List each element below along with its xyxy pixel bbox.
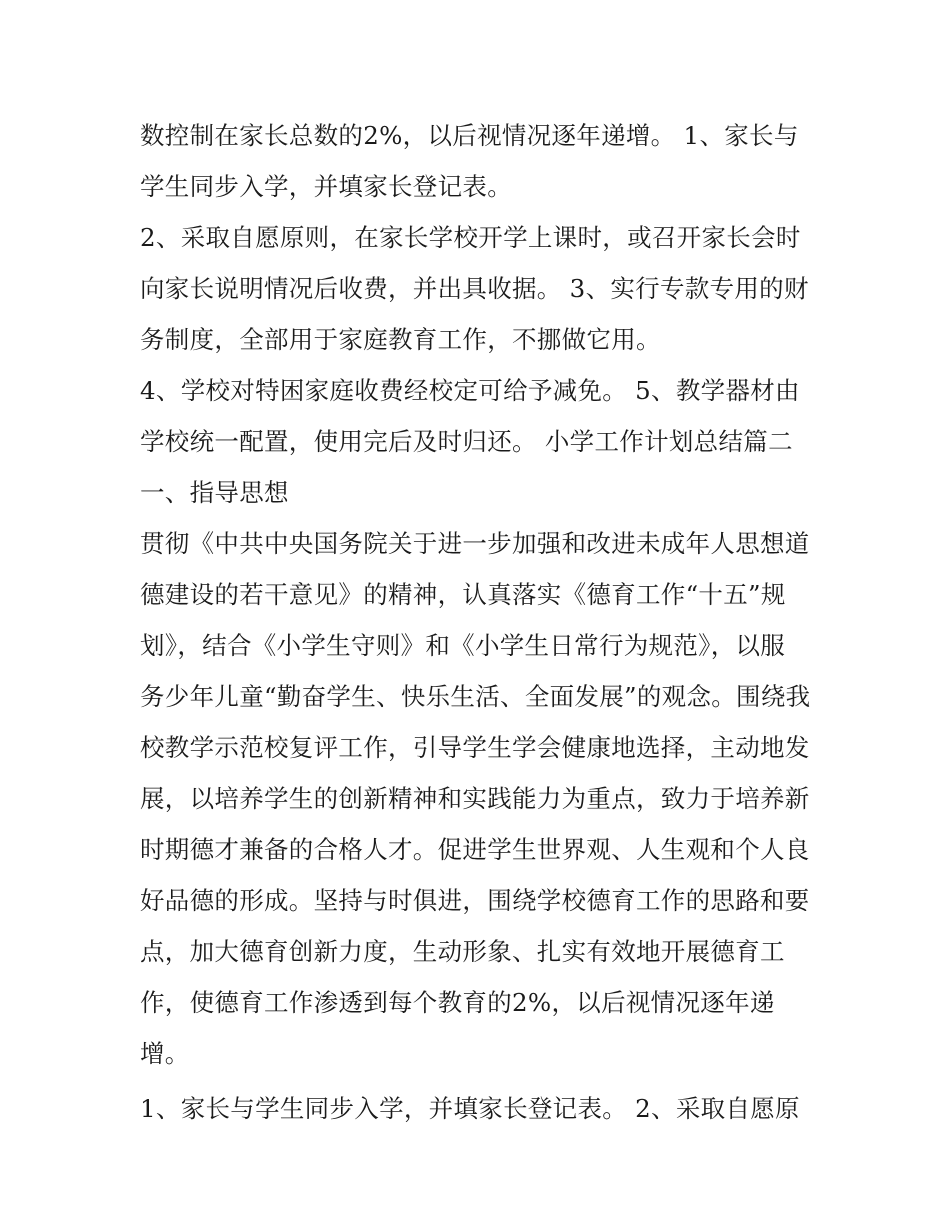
text-line: 校教学示范校复评工作，引导学生学会健康地选择，主动地发 [140, 733, 810, 762]
text-line: 点，加大德育创新力度，生动形象、扎实有效地开展德育工 [140, 937, 785, 966]
text-line: 2、采取自愿原则，在家长学校开学上课时，或召开家长会时 [140, 223, 801, 252]
section-heading: 一、指导思想 [140, 478, 289, 507]
text-line: 4、学校对特困家庭收费经校定可给予减免。 5、教学器材由 [140, 376, 800, 405]
text-line: 务制度，全部用于家庭教育工作，不挪做它用。 [140, 325, 661, 354]
text-line: 时期德才兼备的合格人才。促进学生世界观、人生观和个人良 [140, 835, 810, 864]
text-line: 德建设的若干意见》的精神，认真落实《德育工作“十五”规 [140, 580, 786, 609]
text-line: 数控制在家长总数的2%，以后视情况逐年递增。 1、家长与 [140, 121, 799, 150]
document-body [140, 110, 820, 1134]
text-line: 作，使德育工作渗透到每个教育的2%，以后视情况逐年递 [140, 988, 775, 1017]
text-line: 向家长说明情况后收费，并出具收据。 3、实行专款专用的财 [140, 274, 809, 303]
text-line: 好品德的形成。坚持与时俱进，围绕学校德育工作的思路和要 [140, 886, 810, 915]
text-line: 贯彻《中共中央国务院关于进一步加强和改进未成年人思想道 [140, 529, 810, 558]
text-line: 务少年儿童“勤奋学生、快乐生活、全面发展”的观念。围绕我 [140, 682, 811, 711]
text-line: 学校统一配置，使用完后及时归还。 小学工作计划总结篇二 [140, 427, 793, 456]
text-line: 增。 [140, 1039, 190, 1068]
text-line: 1、家长与学生同步入学，并填家长登记表。 2、采取自愿原 [140, 1094, 800, 1123]
text-line: 划》，结合《小学生守则》和《小学生日常行为规范》，以服 [140, 631, 786, 660]
text-line: 展，以培养学生的创新精神和实践能力为重点，致力于培养新 [140, 784, 810, 813]
text-line: 学生同步入学，并填家长登记表。 [140, 172, 512, 201]
